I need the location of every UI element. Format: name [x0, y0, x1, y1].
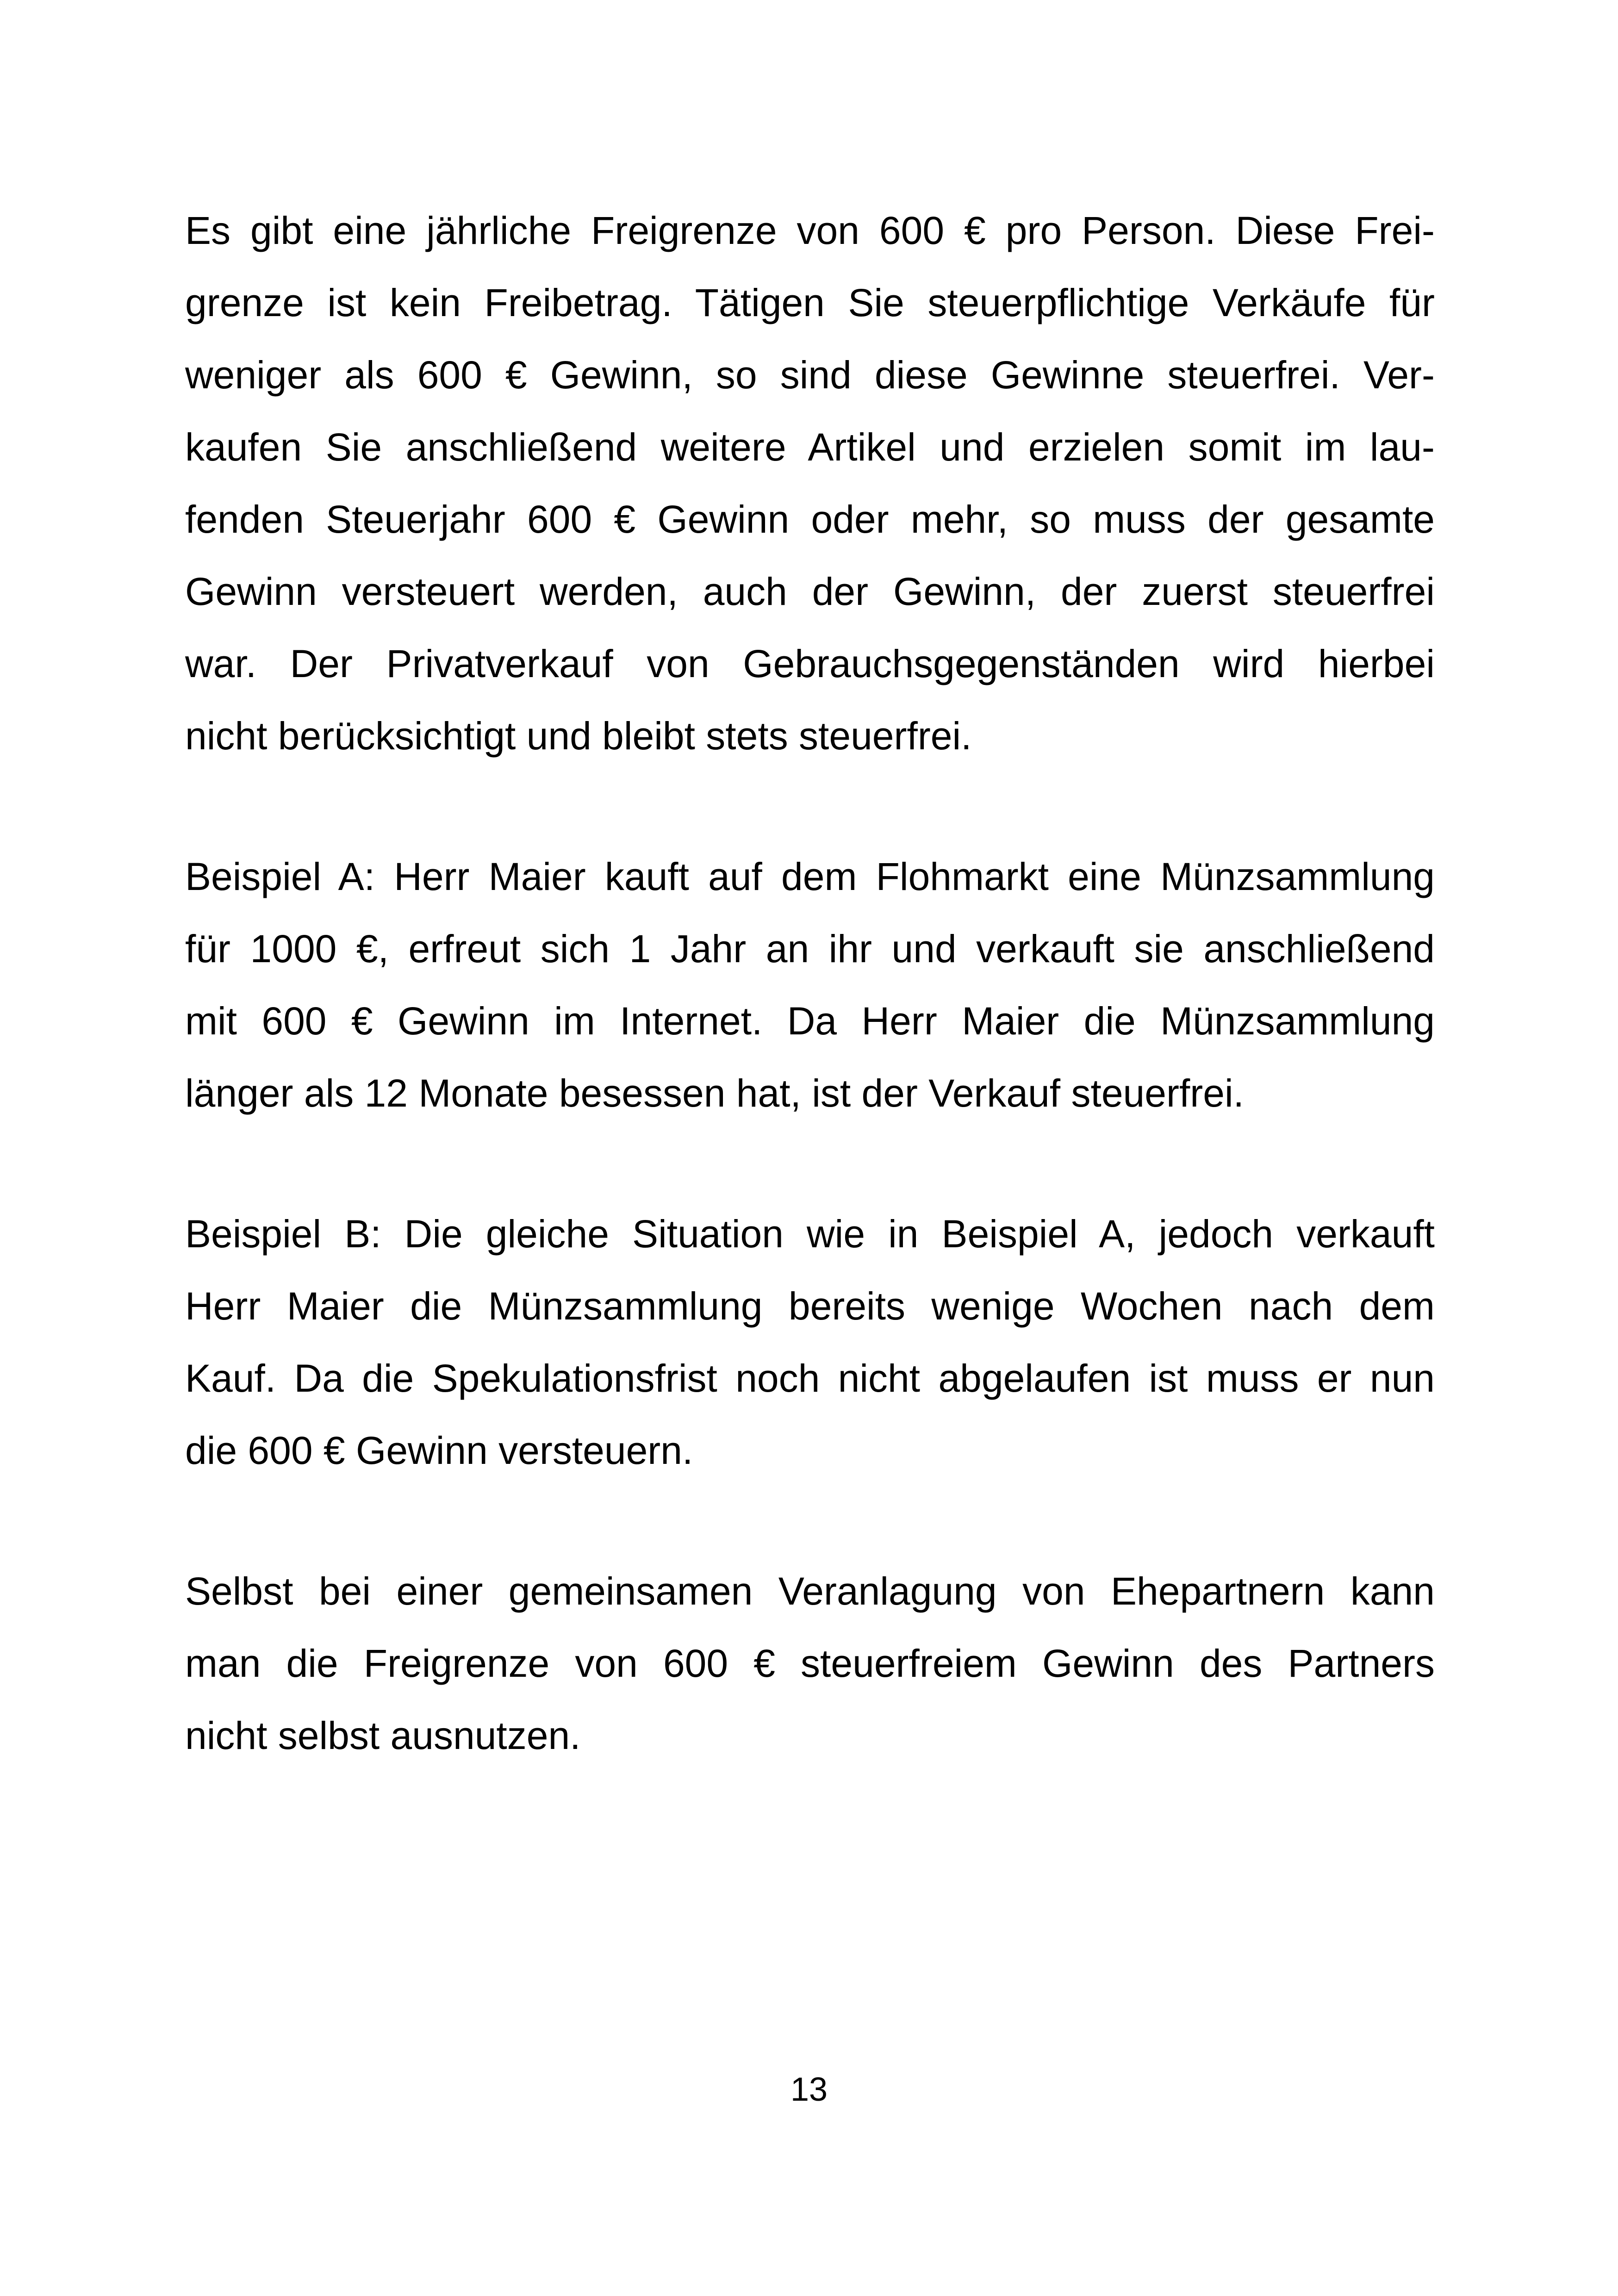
text-line: kaufen Sie anschließend weitere Artikel und erzielen somit im lau- [185, 425, 1435, 469]
text-line: länger als 12 Monate besessen hat, ist der Verkauf steuerfrei. [185, 1071, 1244, 1115]
text-line: fenden Steuerjahr 600 € Gewinn oder mehr, so muss der gesamte [185, 498, 1435, 541]
text-line: war. Der Privatverkauf von Gebrauchsgegenständen wird hierbei [185, 642, 1435, 685]
text-line: Kauf. Da die Spekulationsfrist noch nicht abgelaufen ist muss er nun [185, 1356, 1435, 1400]
paragraph-beispiel-a [185, 840, 1435, 1129]
text-line: grenze ist kein Freibetrag. Tätigen Sie steuerpflichtige Verkäufe für [185, 281, 1435, 324]
page-body [185, 194, 1435, 1772]
text-line: man die Freigrenze von 600 € steuerfreiem Gewinn des Partners [185, 1642, 1435, 1685]
text-line: die 600 € Gewinn versteuern. [185, 1429, 693, 1472]
text-line: für 1000 €, erfreut sich 1 Jahr an ihr und verkauft sie anschließend [185, 927, 1435, 971]
text-line: Selbst bei einer gemeinsamen Veranlagung von Ehepartnern kann [185, 1569, 1435, 1613]
paragraph-beispiel-b [185, 1198, 1435, 1487]
text-line: Herr Maier die Münzsammlung bereits wenige Wochen nach dem [185, 1284, 1435, 1328]
page-number: 13 [790, 2071, 828, 2108]
paragraph-freigrenze [185, 194, 1435, 772]
text-line: Beispiel B: Die gleiche Situation wie in Beispiel A, jedoch verkauft [185, 1212, 1435, 1256]
text-line: Gewinn versteuert werden, auch der Gewinn, der zuerst steuerfrei [185, 570, 1435, 613]
text-line: weniger als 600 € Gewinn, so sind diese Gewinne steuerfrei. Ver- [185, 353, 1435, 397]
text-line: nicht berücksichtigt und bleibt stets steuerfrei. [185, 714, 972, 758]
text-line: Beispiel A: Herr Maier kauft auf dem Flohmarkt eine Münzsammlung [185, 855, 1435, 898]
text-line: Es gibt eine jährliche Freigrenze von 600 € pro Person. Diese Frei- [185, 209, 1435, 252]
text-line: nicht selbst ausnutzen. [185, 1714, 581, 1757]
text-line: mit 600 € Gewinn im Internet. Da Herr Maier die Münzsammlung [185, 999, 1435, 1043]
paragraph-ehepartner [185, 1555, 1435, 1772]
